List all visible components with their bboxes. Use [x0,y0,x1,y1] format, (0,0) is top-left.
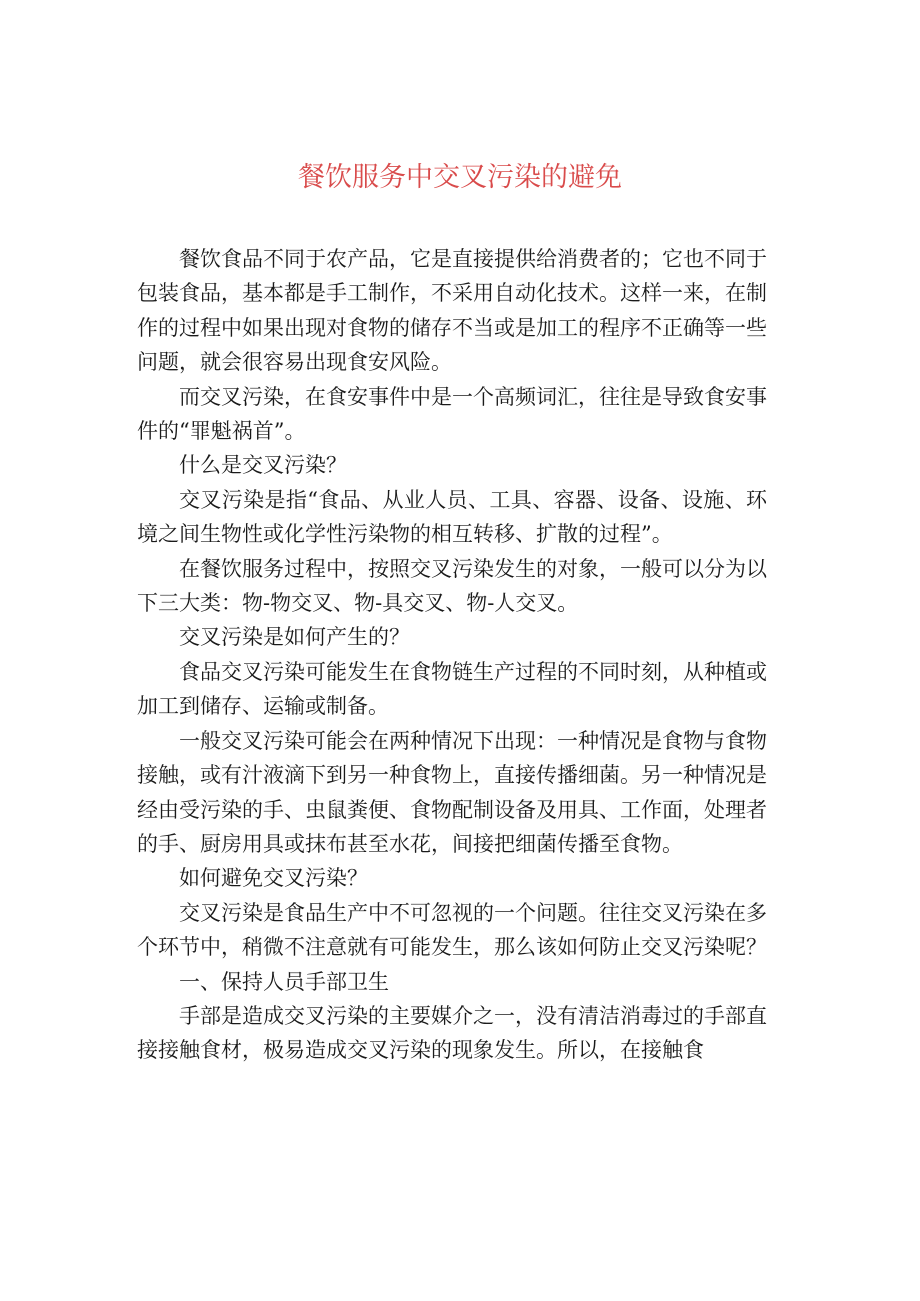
heading-hand-hygiene: 一、保持人员手部卫生 [179,969,389,994]
paragraph-avoid-intro: 交叉污染是食品生产中不可忽视的一个问题。往往交叉污染在多个环节中，稍微不注意就有可能发生，那么该如何防止交叉污染呢？ [137,900,767,960]
heading-what-is: 什么是交叉污染？ [179,453,347,478]
heading-how-produced: 交叉污染是如何产生的？ [179,625,410,650]
document-body [137,242,767,1068]
paragraph-definition: 交叉污染是指“食品、从业人员、工具、容器、设备、设施、环境之间生物性或化学性污染物的相互转移、扩散的过程”。 [137,487,767,547]
paragraph-food-chain: 食品交叉污染可能发生在食物链生产过程的不同时刻，从种植或加工到储存、运输或制备。 [137,659,767,719]
paragraph-hand-hygiene: 手部是造成交叉污染的主要媒介之一，没有清洁消毒过的手部直接接触食材，极易造成交叉污染的现象发生。所以，在接触食 [137,1003,767,1063]
paragraph-two-situations: 一般交叉污染可能会在两种情况下出现：一种情况是食物与食物接触，或有汁液滴下到另一种食物上，直接传播细菌。另一种情况是经由受污染的手、虫鼠粪便、食物配制设备及用具、工作面，处理者的手、厨房用具或抹布甚至水花，间接把细菌传播至食物。 [137,728,767,856]
paragraph-categories: 在餐饮服务过程中，按照交叉污染发生的对象，一般可以分为以下三大类：物-物交叉、物-具交叉、物-人交叉。 [137,556,767,616]
paragraph-intro: 餐饮食品不同于农产品，它是直接提供给消费者的；它也不同于包装食品，基本都是手工制作，不采用自动化技术。这样一来，在制作的过程中如果出现对食物的储存不当或是加工的程序不正确等一些问题，就会很容易出现食安风险。 [137,247,767,375]
document-title: 餐饮服务中交叉污染的避免 [298,162,622,193]
heading-how-to-avoid: 如何避免交叉污染？ [179,866,368,891]
paragraph-cross-contamination-intro: 而交叉污染，在食安事件中是一个高频词汇，往往是导致食安事件的“罪魁祸首”。 [137,384,767,444]
